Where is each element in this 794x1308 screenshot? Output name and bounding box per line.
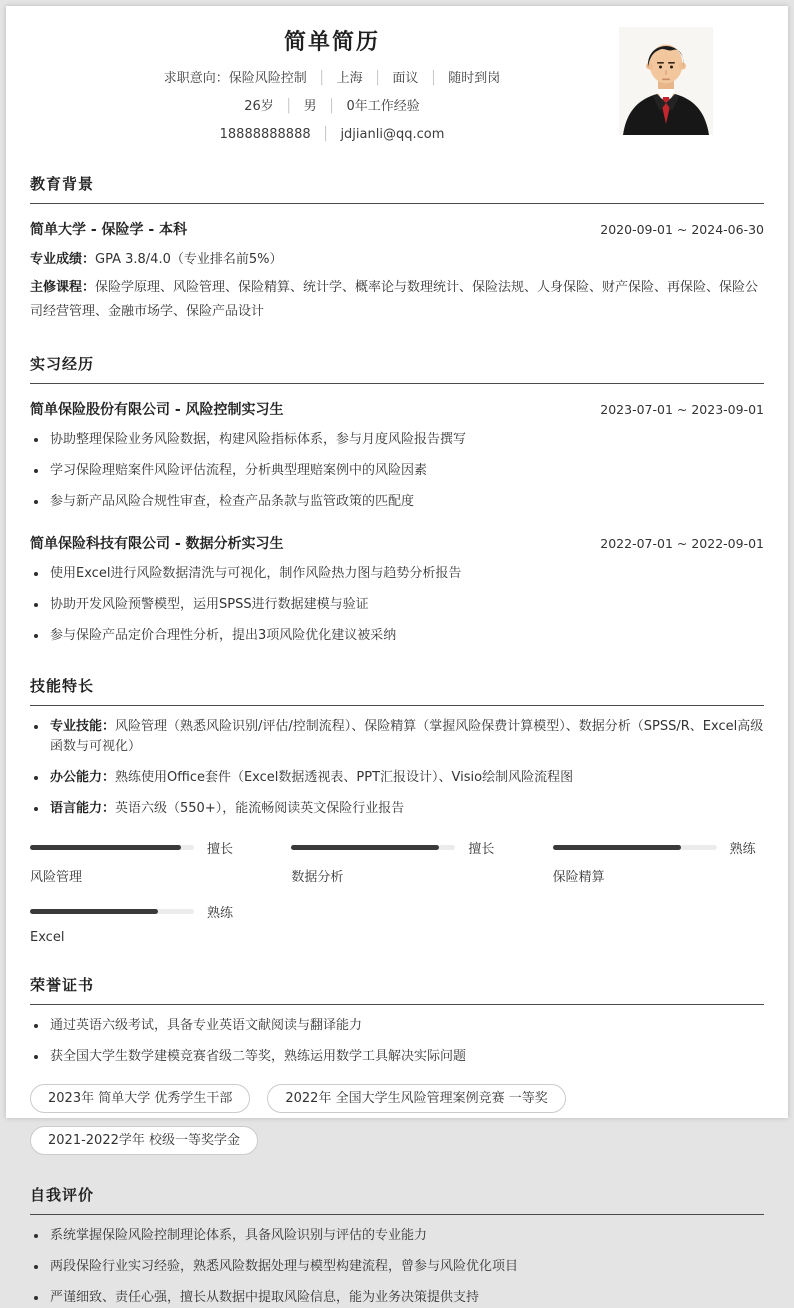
separator: │ (284, 99, 293, 114)
skill-level-label: 擅长 (207, 842, 234, 857)
courses-line (30, 276, 764, 324)
skill-bar (553, 838, 764, 885)
skills-bullet-list (30, 717, 764, 819)
internship-heading: 实习经历 (30, 353, 764, 384)
contact-line (30, 125, 634, 144)
self-evaluation-heading: 自我评价 (30, 1184, 764, 1215)
skill-level-label: 熟练 (729, 842, 756, 857)
company-role: 简单保险科技有限公司 - 数据分析实习生 (30, 536, 284, 552)
resume-page (6, 6, 788, 1305)
job-bullet-list (30, 430, 764, 512)
honor-badge: 2021-2022学年 校级一等奖学金 (30, 1126, 258, 1155)
skill-name: 数据分析 (291, 870, 344, 885)
avatar-illustration (619, 27, 713, 135)
header-text-block (30, 26, 634, 144)
skill-category-text: 风险管理（熟悉风险识别/评估/控制流程）、保险精算（掌握风险保费计算模型）、数据分析（SPSS/R、Excel高级函数与可视化） (50, 719, 764, 754)
bullet-item: 系统掌握保险风险控制理论体系，具备风险识别与评估的专业能力 (30, 1226, 764, 1246)
courses-value: 保险学原理、风险管理、保险精算、统计学、概率论与数理统计、保险法规、人身保险、财产保险、再保险、保险公司经营管理、金融市场学、保险产品设计 (30, 280, 759, 319)
bullet-item (30, 768, 764, 788)
separator: │ (321, 127, 330, 142)
skill-bar-fill (30, 845, 181, 850)
skill-bar-track (553, 845, 717, 850)
intent-city: 上海 (336, 71, 363, 86)
intent-position: 保险风险控制 (228, 71, 307, 86)
skill-name: 风险管理 (30, 870, 83, 885)
resume-header (30, 6, 764, 144)
skill-category-text: 熟练使用Office套件（Excel数据透视表、PPT汇报设计）、Visio绘制风险流程图 (115, 770, 574, 785)
bullet-item: 两段保险行业实习经验，熟悉风险数据处理与模型构建流程，曾参与风险优化项目 (30, 1257, 764, 1277)
bullet-item: 协助整理保险业务风险数据，构建风险指标体系，参与月度风险报告撰写 (30, 430, 764, 450)
gpa-value: GPA 3.8/4.0（专业排名前5%） (95, 252, 283, 267)
skill-category-label: 语言能力： (50, 801, 116, 816)
skill-level-label: 熟练 (207, 906, 234, 921)
honor-badge: 2022年 全国大学生风险管理案例竞赛 一等奖 (267, 1084, 565, 1113)
skill-bar (30, 838, 241, 885)
skill-category-text: 英语六级（550+），能流畅阅读英文保险行业报告 (115, 801, 405, 816)
bullet-item (30, 799, 764, 819)
job-date-range: 2023-07-01 ~ 2023-09-01 (600, 402, 764, 417)
skill-bars-grid (30, 838, 764, 945)
gpa-line (30, 248, 764, 272)
section-internship (30, 353, 764, 646)
education-heading: 教育背景 (30, 173, 764, 204)
resume-content (6, 6, 788, 1308)
honor-badge: 2023年 简单大学 优秀学生干部 (30, 1084, 250, 1113)
email-address: jdjianli@qq.com (340, 127, 445, 142)
gender-value: 男 (303, 99, 317, 114)
skill-category-label: 专业技能： (50, 719, 116, 734)
skill-bar-fill (553, 845, 681, 850)
school-degree: 简单大学 - 保险学 - 本科 (30, 222, 188, 238)
skill-name: 保险精算 (552, 870, 605, 885)
bullet-item: 获全国大学生数学建模竞赛省级二等奖，熟练运用数学工具解决实际问题 (30, 1047, 764, 1067)
job-entry (30, 399, 764, 419)
bullet-item: 参与保险产品定价合理性分析，提出3项风险优化建议被采纳 (30, 626, 764, 646)
skill-bar-row (291, 838, 502, 857)
resume-name: 简单简历 (283, 30, 380, 55)
section-self-evaluation (30, 1184, 764, 1308)
job-intent-label: 求职意向： (163, 71, 229, 86)
skill-bar-row (30, 902, 241, 921)
skill-bar-fill (30, 909, 158, 914)
job-intent-line (30, 69, 634, 88)
separator: │ (327, 99, 336, 114)
honors-bullet-list (30, 1016, 764, 1067)
separator: │ (317, 71, 326, 86)
skill-bar (30, 902, 241, 945)
basic-info-line (30, 97, 634, 116)
skill-name: Excel (30, 930, 65, 945)
intent-availability: 随时到岗 (448, 71, 501, 86)
skill-bar-fill (291, 845, 439, 850)
separator: │ (429, 71, 438, 86)
company-role: 简单保险股份有限公司 - 风险控制实习生 (30, 402, 284, 418)
education-entry (30, 219, 764, 239)
profile-photo (619, 27, 713, 135)
age-value: 26岁 (244, 99, 274, 114)
section-education (30, 173, 764, 324)
skill-bar-track (30, 845, 194, 850)
job-bullet-list (30, 564, 764, 646)
skill-bar-row (553, 838, 764, 857)
section-skills (30, 675, 764, 945)
skill-bar-row (30, 838, 241, 857)
skills-heading: 技能特长 (30, 675, 764, 706)
honors-heading: 荣誉证书 (30, 974, 764, 1005)
bullet-item: 通过英语六级考试，具备专业英语文献阅读与翻译能力 (30, 1016, 764, 1036)
education-date-range: 2020-09-01 ~ 2024-06-30 (600, 222, 764, 237)
bullet-item: 协助开发风险预警模型，运用SPSS进行数据建模与验证 (30, 595, 764, 615)
phone-number: 18888888888 (219, 127, 311, 142)
bullet-item: 严谨细致、责任心强，擅长从数据中提取风险信息，能为业务决策提供支持 (30, 1288, 764, 1308)
bullet-item: 学习保险理赔案件风险评估流程，分析典型理赔案例中的风险因素 (30, 461, 764, 481)
job-date-range: 2022-07-01 ~ 2022-09-01 (600, 536, 764, 551)
skill-bar-track (291, 845, 455, 850)
section-honors (30, 974, 764, 1155)
gpa-label: 专业成绩： (30, 252, 96, 267)
courses-label: 主修课程： (30, 280, 96, 295)
skill-category-label: 办公能力： (50, 770, 116, 785)
experience-value: 0年工作经验 (346, 99, 420, 114)
self-evaluation-bullet-list (30, 1226, 764, 1308)
skill-bar-track (30, 909, 194, 914)
skill-level-label: 擅长 (468, 842, 495, 857)
skill-bar (291, 838, 502, 885)
intent-salary: 面议 (392, 71, 419, 86)
bullet-item: 使用Excel进行风险数据清洗与可视化，制作风险热力图与趋势分析报告 (30, 564, 764, 584)
bullet-item (30, 717, 764, 757)
honor-badges (30, 1084, 764, 1155)
separator: │ (373, 71, 382, 86)
job-entry (30, 533, 764, 553)
bullet-item: 参与新产品风险合规性审查，检查产品条款与监管政策的匹配度 (30, 492, 764, 512)
